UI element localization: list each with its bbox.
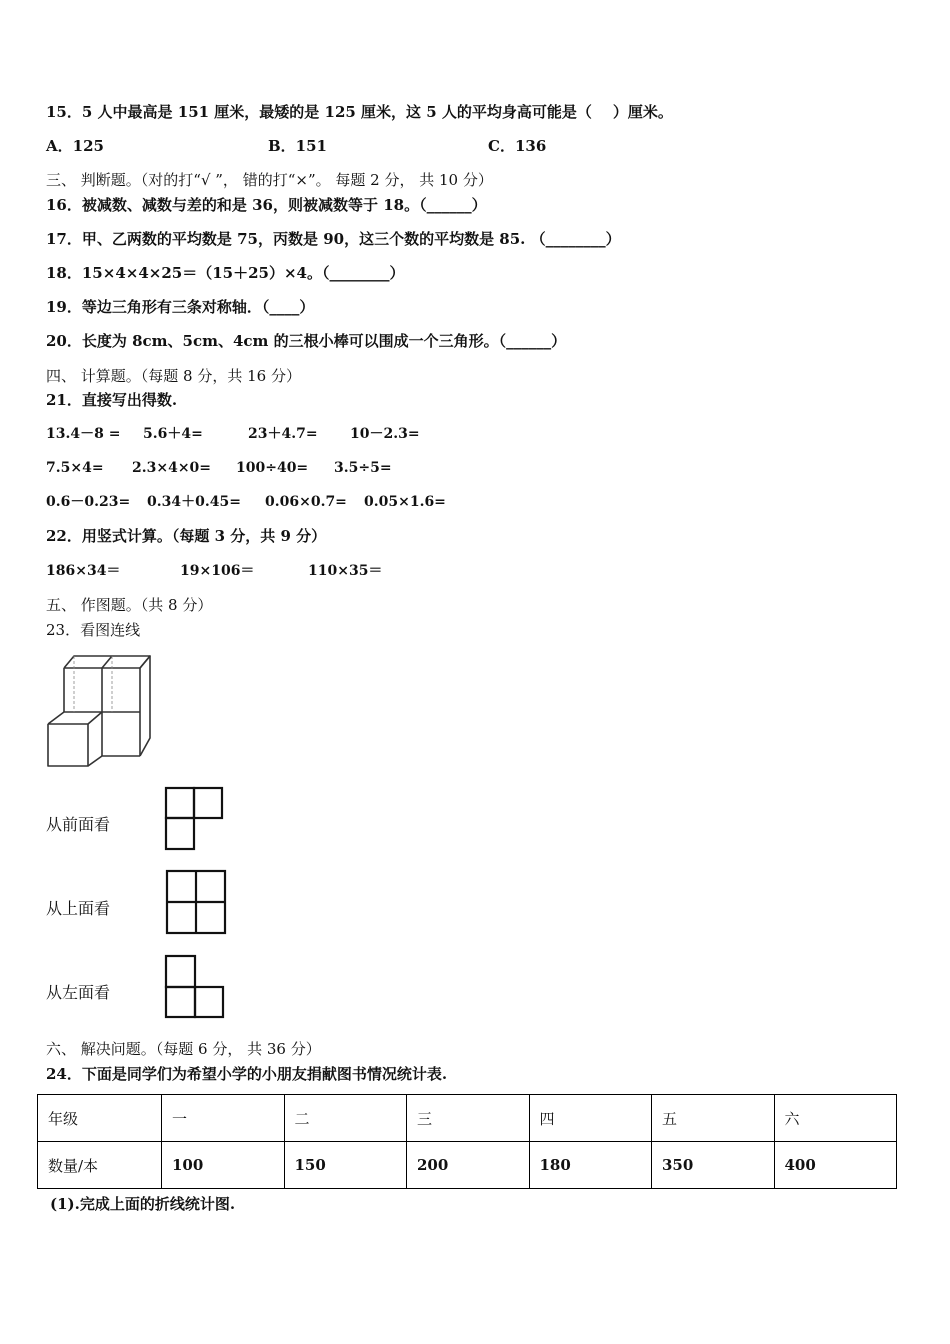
question-15: 15．5 人中最高是 151 厘米，最矮的是 125 厘米，这 5 人的平均身高可能是（ ）厘米。 bbox=[46, 103, 673, 121]
q21-item: 10－2.3= bbox=[350, 426, 420, 442]
section-4-title: 四、 计算题。（每题 8 分，共 16 分） bbox=[46, 367, 301, 385]
question-21-title: 21．直接写出得数. bbox=[46, 391, 178, 409]
section-5-title: 五、 作图题。（共 8 分） bbox=[46, 596, 213, 614]
table-cell: 六 bbox=[774, 1095, 897, 1142]
question-23-title: 23．看图连线 bbox=[46, 621, 141, 639]
book-donation-table bbox=[37, 1094, 897, 1189]
question-20: 20．长度为 8cm、5cm、4cm 的三根小棒可以围成一个三角形。（______） bbox=[46, 332, 567, 350]
table-cell: 150 bbox=[284, 1142, 407, 1189]
table-row bbox=[38, 1142, 897, 1189]
table-header-cell: 年级 bbox=[38, 1095, 162, 1142]
table-row bbox=[38, 1095, 897, 1142]
q21-item: 5.6＋4= bbox=[143, 426, 203, 442]
view-label-front: 从前面看 bbox=[46, 815, 111, 834]
question-24-title: 24．下面是同学们为希望小学的小朋友捐献图书情况统计表. bbox=[46, 1065, 448, 1083]
q21-item: 0.06×0.7= bbox=[265, 494, 347, 510]
question-17: 17．甲、乙两数的平均数是 75，丙数是 90，这三个数的平均数是 85. （________） bbox=[46, 230, 621, 248]
q21-item: 3.5÷5= bbox=[334, 460, 392, 476]
table-cell: 350 bbox=[652, 1142, 775, 1189]
table-cell: 四 bbox=[529, 1095, 652, 1142]
question-22-title: 22．用竖式计算。（每题 3 分，共 9 分） bbox=[46, 527, 327, 545]
view-label-top: 从上面看 bbox=[46, 899, 111, 918]
table-cell: 180 bbox=[529, 1142, 652, 1189]
q21-item: 13.4－8 = bbox=[46, 426, 121, 442]
top-view-figure bbox=[164, 868, 228, 936]
question-19: 19．等边三角形有三条对称轴．（____） bbox=[46, 298, 315, 316]
left-view-figure bbox=[164, 954, 226, 1020]
view-label-left: 从左面看 bbox=[46, 983, 111, 1002]
section-3-title: 三、 判断题。（对的打“√ ”， 错的打“×”。 每题 2 分， 共 10 分） bbox=[46, 171, 493, 189]
section-6-title: 六、 解决问题。（每题 6 分， 共 36 分） bbox=[46, 1040, 321, 1058]
q21-item: 0.6－0.23= bbox=[46, 494, 131, 510]
question-18: 18．15×4×4×25＝（15＋25）×4。（________） bbox=[46, 264, 405, 282]
q21-item: 23＋4.7= bbox=[248, 426, 318, 442]
question-16: 16．被减数、减数与差的和是 36，则被减数等于 18。（______） bbox=[46, 196, 487, 214]
table-cell: 200 bbox=[407, 1142, 530, 1189]
table-cell: 三 bbox=[407, 1095, 530, 1142]
table-cell: 一 bbox=[162, 1095, 285, 1142]
question-24-sub-1: (1).完成上面的折线统计图. bbox=[50, 1195, 236, 1213]
table-cell: 二 bbox=[284, 1095, 407, 1142]
table-cell: 400 bbox=[774, 1142, 897, 1189]
table-header-cell: 数量/本 bbox=[38, 1142, 162, 1189]
q15-option-c: C．136 bbox=[488, 137, 547, 155]
q21-item: 2.3×4×0= bbox=[132, 460, 212, 476]
q22-item: 19×106＝ bbox=[180, 563, 255, 579]
front-view-figure bbox=[164, 786, 224, 852]
q21-item: 0.34＋0.45= bbox=[147, 494, 241, 510]
q15-option-b: B．151 bbox=[268, 137, 327, 155]
table-cell: 五 bbox=[652, 1095, 775, 1142]
table-cell: 100 bbox=[162, 1142, 285, 1189]
q15-option-a: A．125 bbox=[46, 137, 104, 155]
q21-item: 7.5×4= bbox=[46, 460, 104, 476]
q21-item: 0.05×1.6= bbox=[364, 494, 446, 510]
q22-item: 110×35＝ bbox=[308, 563, 383, 579]
q22-item: 186×34＝ bbox=[46, 563, 121, 579]
q21-item: 100÷40= bbox=[236, 460, 309, 476]
cube-solid-figure bbox=[44, 652, 158, 770]
